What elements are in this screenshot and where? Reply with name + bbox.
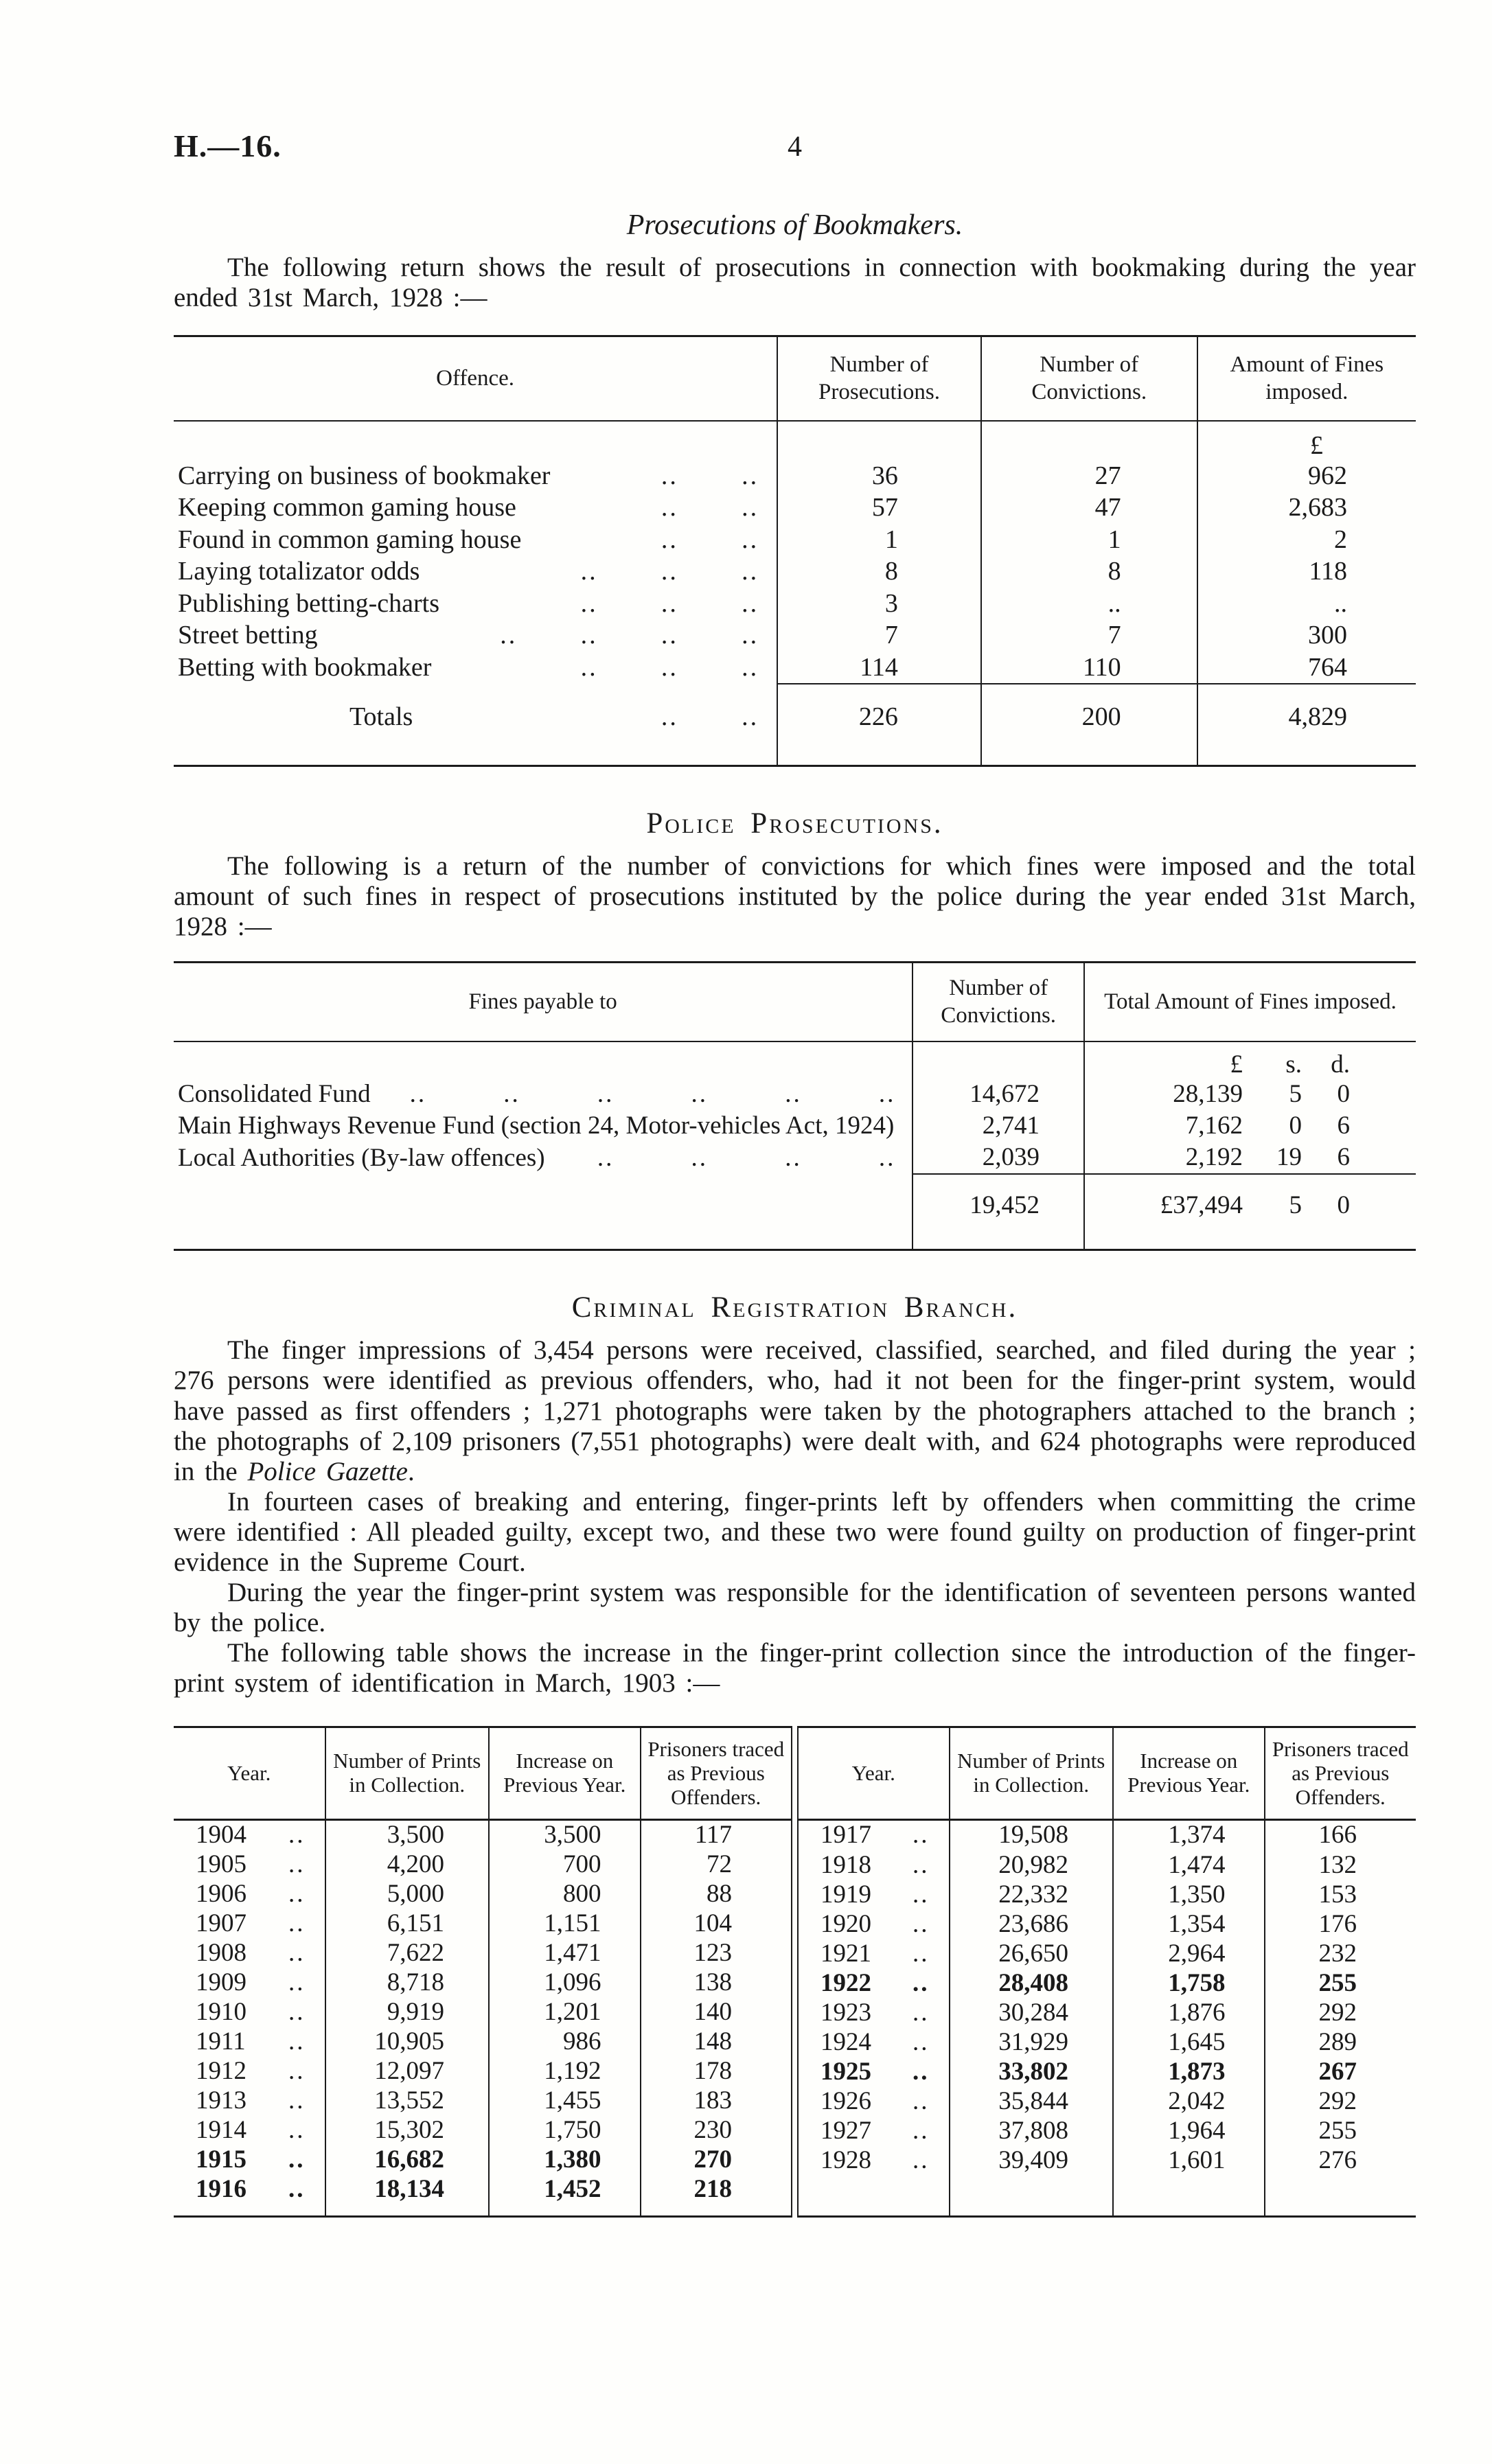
dot-leader: ..: [288, 1998, 306, 2027]
pound-sign: £: [1230, 1050, 1243, 1079]
traced-value: 292: [1265, 1999, 1416, 2028]
dot-leader: ..: [913, 1998, 930, 2027]
traced-value: 267: [1265, 2058, 1416, 2087]
traced-value: 292: [1265, 2087, 1416, 2117]
traced-value: 148: [641, 2027, 792, 2057]
prints-value: 13,552: [325, 2086, 490, 2116]
criminal-para-2: In fourteen cases of breaking and entering, finger-prints left by offenders when committing the crime were identified : All pleaded guilty, except two, and these two were found guilty on production of finger-print evidence in the Supreme Court.: [174, 1486, 1416, 1577]
dot-leader: .. .. .. ..: [597, 1143, 896, 1172]
fingerprint-row: [798, 1880, 1416, 1909]
year-value: 1909: [196, 1968, 246, 1997]
increase-value: 1,374: [1113, 1820, 1265, 1851]
dot-leader: .. .. ..: [580, 653, 759, 682]
dot-leader: .. .. ..: [580, 588, 759, 618]
fingerprint-row: [174, 2145, 792, 2175]
increase-value: 1,452: [489, 2175, 641, 2204]
dot-leader: .. ..: [661, 461, 759, 490]
dot-leader: ..: [913, 1850, 930, 1879]
prosecutions-value: 36: [777, 460, 981, 492]
offence-label: Publishing betting-charts: [178, 588, 440, 618]
fingerprint-row: [798, 2058, 1416, 2087]
fingerprint-row: [174, 1820, 792, 1851]
fingerprint-row: [798, 1969, 1416, 1999]
traced-value: 140: [641, 1998, 792, 2027]
offence-label: Street betting: [178, 621, 318, 650]
pounds-value: 7,162: [1185, 1111, 1243, 1140]
prosecutions-value: 114: [777, 652, 981, 684]
dot-leader: .. .. .. ..: [500, 621, 759, 650]
fines-value: 962: [1197, 460, 1416, 492]
totals-convictions: 200: [981, 684, 1197, 765]
dot-leader: .. .. ..: [580, 557, 759, 586]
dot-leader: ..: [288, 2116, 306, 2145]
fingerprint-row: [798, 1850, 1416, 1880]
prints-value: 7,622: [325, 1939, 490, 1968]
police-gazette-italic: Police Gazette: [247, 1456, 408, 1486]
increase-value: 1,750: [489, 2116, 641, 2145]
prints-value: 8,718: [325, 1968, 490, 1998]
police-totals-row: [174, 1174, 1416, 1250]
fines-value: 2,683: [1197, 492, 1416, 524]
fines-value: 2: [1197, 524, 1416, 556]
convictions-value: 14,672: [913, 1079, 1084, 1110]
prints-value: 15,302: [325, 2116, 490, 2145]
year-value: 1925: [820, 2057, 871, 2086]
dot-leader: ..: [913, 2057, 930, 2086]
pence-value: 0: [1337, 1079, 1350, 1108]
bookmakers-table: [174, 335, 1416, 767]
section-title-bookmakers: Prosecutions of Bookmakers.: [626, 209, 963, 241]
prints-value: 37,808: [950, 2117, 1114, 2146]
col-header-fines: Amount of Fines imposed.: [1197, 336, 1416, 421]
prints-value: 6,151: [325, 1909, 490, 1939]
increase-value: 1,201: [489, 1998, 641, 2027]
dot-leader: ..: [913, 1909, 930, 1938]
offence-label: Betting with bookmaker: [178, 653, 432, 682]
fingerprint-row: [798, 2028, 1416, 2058]
prints-value: 9,919: [325, 1998, 490, 2027]
dot-leader: .. .. .. .. .. ..: [409, 1079, 896, 1108]
totals-pounds: £37,494: [1160, 1191, 1243, 1220]
bookmakers-totals-row: [174, 684, 1416, 765]
doc-ref: H.—16.: [174, 128, 282, 163]
para1-text: The finger impressions of 3,454 persons were received, classified, searched, and filed during the year ; 276 persons were identified as previous offenders, who, had it not been for the finger-print system, would have passed as first offenders ; 1,271 photographs were taken by the photographers attached to the branch ; the photographs of 2,109 prisoners (7,551 photographs) were dealt with, and 624 photographs were reproduced in the: [174, 1335, 1416, 1486]
prints-value: 28,408: [950, 1969, 1114, 1999]
dot-leader: ..: [913, 2146, 930, 2175]
dot-leader: .. ..: [661, 493, 759, 522]
police-fines-table: [174, 961, 1416, 1251]
col-header-increase: Increase on Previous Year.: [489, 1727, 641, 1820]
bookmakers-intro: The following return shows the result of prosecutions in connection with bookmaking during the year ended 31st March, 1928 :—: [174, 253, 1416, 313]
prosecutions-value: 1: [777, 524, 981, 556]
currency-unit-row: [174, 1041, 1416, 1079]
fingerprint-row: [174, 2027, 792, 2057]
pounds-value: 28,139: [1173, 1079, 1243, 1108]
dot-leader: ..: [913, 2117, 930, 2145]
increase-value: 1,380: [489, 2145, 641, 2175]
fingerprint-row: [798, 2117, 1416, 2146]
prints-value: 20,982: [950, 1850, 1114, 1880]
fingerprint-table-right: [797, 1726, 1416, 2218]
year-value: 1916: [196, 2175, 246, 2204]
prints-value: 35,844: [950, 2087, 1114, 2117]
payee-label: Main Highways Revenue Fund (section 24, Motor-vehicles Act, 1924): [178, 1111, 895, 1140]
prints-value: 18,134: [325, 2175, 490, 2204]
traced-value: 183: [641, 2086, 792, 2116]
traced-value: 255: [1265, 2117, 1416, 2146]
year-value: 1904: [196, 1821, 246, 1850]
prints-value: 33,802: [950, 2058, 1114, 2087]
col-header-year: Year.: [174, 1727, 325, 1820]
fingerprint-row: [174, 2086, 792, 2116]
traced-value: 72: [641, 1850, 792, 1880]
offence-label: Carrying on business of bookmaker: [178, 461, 551, 490]
fingerprint-header-row: [174, 1727, 792, 1820]
increase-value: 1,758: [1113, 1969, 1265, 1999]
increase-value: 1,474: [1113, 1850, 1265, 1880]
spacer-row: [174, 2204, 792, 2217]
convictions-value: 7: [981, 619, 1197, 652]
fingerprint-row: [798, 2087, 1416, 2117]
pence-value: 6: [1337, 1143, 1350, 1172]
col-header-year: Year.: [798, 1727, 950, 1820]
section-title-criminal-registration: Criminal Registration Branch.: [571, 1291, 1018, 1324]
dot-leader: ..: [288, 2057, 306, 2086]
increase-value: 800: [489, 1880, 641, 1909]
currency-unit-row: [174, 421, 1416, 460]
increase-value: 1,876: [1113, 1999, 1265, 2028]
year-value: 1908: [196, 1939, 246, 1968]
increase-value: 1,354: [1113, 1909, 1265, 1939]
col-header-prints: Number of Prints in Collection.: [325, 1727, 490, 1820]
col-header-total-amount: Total Amount of Fines imposed.: [1084, 963, 1416, 1041]
increase-value: 1,192: [489, 2057, 641, 2086]
police-table-header-row: [174, 963, 1416, 1041]
fingerprint-row: [174, 1909, 792, 1939]
traced-value: 138: [641, 1968, 792, 1998]
fingerprint-row: [798, 1909, 1416, 1939]
totals-label: Totals: [349, 702, 413, 731]
offence-label: Keeping common gaming house: [178, 493, 516, 522]
year-value: 1924: [820, 2027, 871, 2056]
increase-value: 986: [489, 2027, 641, 2057]
year-value: 1918: [820, 1850, 871, 1879]
year-value: 1906: [196, 1880, 246, 1909]
offence-label: Laying totalizator odds: [178, 557, 420, 586]
offence-label: Found in common gaming house: [178, 525, 522, 554]
traced-value: 178: [641, 2057, 792, 2086]
increase-value: 2,964: [1113, 1939, 1265, 1969]
year-value: 1920: [820, 1909, 871, 1938]
fines-value: ..: [1197, 588, 1416, 620]
fingerprint-header-row: [798, 1727, 1416, 1820]
prints-value: 30,284: [950, 1999, 1114, 2028]
increase-value: 1,471: [489, 1939, 641, 1968]
fines-payable-row: [174, 1110, 1416, 1142]
criminal-para-3: During the year the finger-print system was responsible for the identification of seventeen persons wanted by the police.: [174, 1577, 1416, 1637]
increase-value: 1,645: [1113, 2028, 1265, 2058]
traced-value: 123: [641, 1939, 792, 1968]
payee-label: Local Authorities (By-law offences): [178, 1143, 545, 1172]
fines-value: 300: [1197, 619, 1416, 652]
prints-value: 16,682: [325, 2145, 490, 2175]
fingerprint-row: [174, 2175, 792, 2204]
fingerprint-row: [798, 1820, 1416, 1851]
dot-leader: ..: [288, 2175, 306, 2204]
prints-value: 3,500: [325, 1820, 490, 1851]
traced-value: 117: [641, 1820, 792, 1851]
prosecutions-value: 3: [777, 588, 981, 620]
prints-value: 4,200: [325, 1850, 490, 1880]
convictions-value: 47: [981, 492, 1197, 524]
shillings-value: 5: [1289, 1079, 1302, 1108]
year-value: 1923: [820, 1998, 871, 2027]
fines-value: 764: [1197, 652, 1416, 684]
fingerprint-row: [798, 1999, 1416, 2028]
fingerprint-row: [798, 1939, 1416, 1969]
offence-row: [174, 524, 1416, 556]
fingerprint-row: [174, 1880, 792, 1909]
offence-row: [174, 619, 1416, 652]
offence-row: [174, 588, 1416, 620]
fingerprint-row: [798, 2146, 1416, 2176]
col-header-prints: Number of Prints in Collection.: [950, 1727, 1114, 1820]
traced-value: 176: [1265, 1909, 1416, 1939]
increase-value: 2,042: [1113, 2087, 1265, 2117]
pence-sign: d.: [1331, 1050, 1350, 1079]
dot-leader: ..: [913, 1968, 930, 1997]
police-intro: The following is a return of the number of convictions for which fines were imposed and the total amount of such fines in respect of prosecutions instituted by the police during the year ended 31st March, 1928 :—: [174, 851, 1416, 942]
col-header-convictions: Number of Convictions.: [981, 336, 1197, 421]
traced-value: 88: [641, 1880, 792, 1909]
convictions-value: 1: [981, 524, 1197, 556]
dot-leader: ..: [913, 1880, 930, 1909]
traced-value: 232: [1265, 1939, 1416, 1969]
fines-payable-row: [174, 1079, 1416, 1110]
convictions-value: ..: [981, 588, 1197, 620]
traced-value: 276: [1265, 2146, 1416, 2176]
dot-leader: ..: [288, 1880, 306, 1909]
offence-row: [174, 460, 1416, 492]
increase-value: 700: [489, 1850, 641, 1880]
totals-fines: 4,829: [1197, 684, 1416, 765]
prints-value: 26,650: [950, 1939, 1114, 1969]
fingerprint-row: [174, 1968, 792, 1998]
col-header-traced: Prisoners traced as Previous Offenders.: [1265, 1727, 1416, 1820]
year-value: 1927: [820, 2117, 871, 2145]
increase-value: 1,151: [489, 1909, 641, 1939]
prints-value: 23,686: [950, 1909, 1114, 1939]
prints-value: 39,409: [950, 2146, 1114, 2176]
dot-leader: ..: [913, 2087, 930, 2116]
bookmakers-table-header-row: [174, 336, 1416, 421]
dot-leader: .. ..: [661, 525, 759, 554]
col-header-traced: Prisoners traced as Previous Offenders.: [641, 1727, 792, 1820]
prints-value: 5,000: [325, 1880, 490, 1909]
traced-value: 270: [641, 2145, 792, 2175]
fingerprint-row: [174, 1939, 792, 1968]
fines-payable-row: [174, 1142, 1416, 1174]
increase-value: 1,601: [1113, 2146, 1265, 2176]
prosecutions-value: 57: [777, 492, 981, 524]
traced-value: 104: [641, 1909, 792, 1939]
prints-value: 31,929: [950, 2028, 1114, 2058]
year-value: 1910: [196, 1998, 246, 2027]
year-value: 1922: [820, 1968, 871, 1997]
fingerprint-row: [174, 2116, 792, 2145]
convictions-value: 27: [981, 460, 1197, 492]
year-value: 1915: [196, 2145, 246, 2174]
payee-label: Consolidated Fund: [178, 1079, 371, 1108]
page-header: [174, 128, 1416, 172]
col-header-number-convictions: Number of Convictions.: [913, 963, 1084, 1041]
convictions-value: 8: [981, 555, 1197, 588]
convictions-value: 2,039: [913, 1142, 1084, 1174]
increase-value: 3,500: [489, 1820, 641, 1851]
traced-value: 218: [641, 2175, 792, 2204]
fingerprint-row: [174, 2057, 792, 2086]
criminal-para-1: [174, 1335, 1416, 1486]
traced-value: 289: [1265, 2028, 1416, 2058]
pence-value: 6: [1337, 1111, 1350, 1140]
increase-value: 1,350: [1113, 1880, 1265, 1909]
increase-value: 1,873: [1113, 2058, 1265, 2087]
year-value: 1919: [820, 1880, 871, 1909]
shillings-value: 19: [1276, 1143, 1302, 1172]
traced-value: 153: [1265, 1880, 1416, 1909]
dot-leader: ..: [288, 2086, 306, 2115]
shilling-sign: s.: [1285, 1050, 1302, 1079]
dot-leader: ..: [288, 2145, 306, 2174]
dot-leader: ..: [913, 1939, 930, 1968]
col-header-increase: Increase on Previous Year.: [1113, 1727, 1265, 1820]
totals-pence: 0: [1337, 1191, 1350, 1220]
fingerprint-table: [174, 1726, 1416, 2218]
col-header-prosecutions: Number of Prosecutions.: [777, 336, 981, 421]
traced-value: 132: [1265, 1850, 1416, 1880]
dot-leader: ..: [913, 1821, 930, 1850]
year-value: 1917: [820, 1821, 871, 1850]
fingerprint-row: [174, 1850, 792, 1880]
totals-prosecutions: 226: [777, 684, 981, 765]
year-value: 1921: [820, 1939, 871, 1968]
pound-sign: £: [1197, 421, 1416, 460]
year-value: 1926: [820, 2087, 871, 2116]
offence-row: [174, 555, 1416, 588]
traced-value: 230: [641, 2116, 792, 2145]
shillings-value: 0: [1289, 1111, 1302, 1140]
dot-leader: ..: [288, 1821, 306, 1850]
dot-leader: ..: [913, 2027, 930, 2056]
traced-value: 166: [1265, 1820, 1416, 1851]
spacer-row: [798, 2176, 1416, 2217]
dot-leader: ..: [288, 1850, 306, 1879]
increase-value: 1,964: [1113, 2117, 1265, 2146]
para1-end: .: [407, 1456, 415, 1486]
prints-value: 22,332: [950, 1880, 1114, 1909]
fines-value: 118: [1197, 555, 1416, 588]
pounds-value: 2,192: [1185, 1143, 1243, 1172]
convictions-value: 2,741: [913, 1110, 1084, 1142]
prosecutions-value: 8: [777, 555, 981, 588]
dot-leader: ..: [288, 1939, 306, 1968]
col-header-fines-payable: Fines payable to: [174, 963, 913, 1041]
year-value: 1911: [196, 2027, 246, 2056]
increase-value: 1,096: [489, 1968, 641, 1998]
year-value: 1914: [196, 2116, 246, 2145]
dot-leader: ..: [288, 1968, 306, 1997]
fingerprint-row: [174, 1998, 792, 2027]
traced-value: 255: [1265, 1969, 1416, 1999]
year-value: 1912: [196, 2057, 246, 2086]
fingerprint-table-left: [174, 1726, 792, 2218]
prints-value: 12,097: [325, 2057, 490, 2086]
prints-value: 10,905: [325, 2027, 490, 2057]
dot-leader: ..: [288, 1909, 306, 1938]
col-header-offence: Offence.: [174, 336, 777, 421]
offence-row: [174, 652, 1416, 684]
convictions-value: 110: [981, 652, 1197, 684]
dot-leader: ..: [288, 2027, 306, 2056]
year-value: 1907: [196, 1909, 246, 1938]
totals-shillings: 5: [1289, 1191, 1302, 1220]
section-title-police-prosecutions: Police Prosecutions.: [646, 807, 943, 840]
prosecutions-value: 7: [777, 619, 981, 652]
increase-value: 1,455: [489, 2086, 641, 2116]
year-value: 1913: [196, 2086, 246, 2115]
dot-leader: .. ..: [661, 702, 759, 731]
offence-row: [174, 492, 1416, 524]
totals-convictions: 19,452: [913, 1174, 1084, 1250]
page-number: 4: [788, 131, 802, 163]
criminal-para-4: The following table shows the increase in the finger-print collection since the introduction of the finger-print system of identification in March, 1903 :—: [174, 1638, 1416, 1699]
prints-value: 19,508: [950, 1820, 1114, 1851]
year-value: 1905: [196, 1850, 246, 1879]
year-value: 1928: [820, 2146, 871, 2175]
